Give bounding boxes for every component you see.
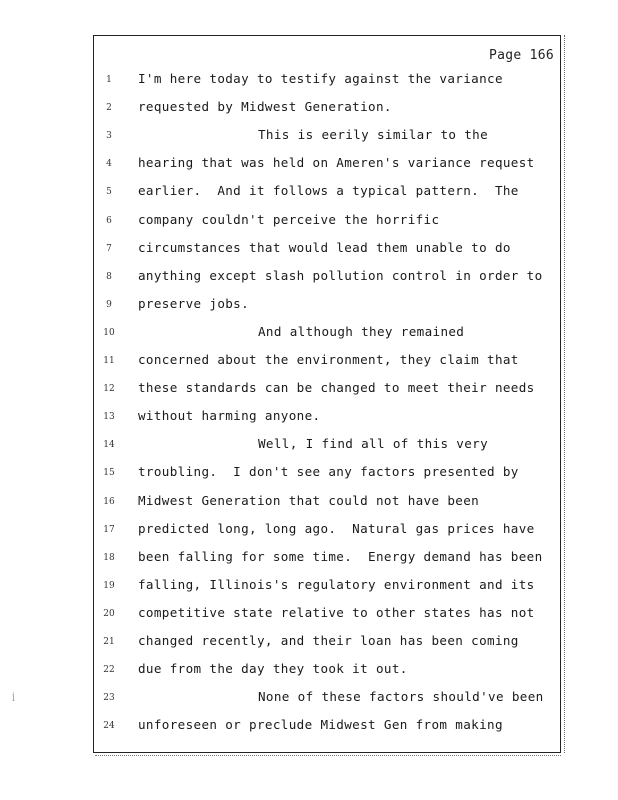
transcript-line bbox=[0, 183, 618, 211]
line-number: 7 bbox=[106, 243, 112, 254]
margin-mark: ĺ bbox=[12, 694, 15, 704]
line-number: 1 bbox=[106, 75, 112, 85]
transcript-line bbox=[0, 352, 618, 380]
transcript-line bbox=[0, 493, 618, 521]
line-text: anything except slash pollution control in order to bbox=[138, 267, 543, 283]
transcript-line bbox=[0, 240, 618, 268]
line-number: 5 bbox=[106, 187, 112, 198]
transcript-line bbox=[0, 717, 618, 745]
line-text: Midwest Generation that could not have been bbox=[138, 492, 480, 508]
line-number: 24 bbox=[103, 721, 115, 732]
line-text: company couldn't perceive the horrific bbox=[138, 211, 440, 227]
line-number: 3 bbox=[106, 131, 112, 142]
line-number: 4 bbox=[106, 159, 112, 170]
transcript-line bbox=[0, 155, 618, 183]
transcript-line bbox=[0, 464, 618, 492]
line-number: 12 bbox=[103, 384, 115, 395]
line-number: 21 bbox=[103, 637, 115, 647]
transcript-line bbox=[0, 212, 618, 240]
line-text: requested by Midwest Generation. bbox=[138, 99, 392, 115]
line-number: 13 bbox=[103, 412, 115, 423]
line-number: 15 bbox=[103, 468, 115, 479]
line-number: 14 bbox=[103, 440, 115, 451]
line-text: been falling for some time. Energy demand has been bbox=[138, 548, 543, 564]
line-text: hearing that was held on Ameren's variance request bbox=[138, 155, 535, 171]
transcript-line bbox=[0, 99, 618, 127]
line-text: circumstances that would lead them unable to do bbox=[138, 239, 511, 255]
transcript-line bbox=[0, 324, 618, 352]
transcript-line bbox=[0, 605, 618, 633]
line-text: unforeseen or preclude Midwest Gen from making bbox=[138, 717, 503, 733]
transcript-line bbox=[0, 408, 618, 436]
line-text: competitive state relative to other states has not bbox=[138, 604, 535, 620]
line-number: 9 bbox=[106, 299, 112, 310]
line-text: Well, I find all of this very bbox=[258, 436, 489, 452]
transcript-line bbox=[0, 689, 618, 717]
line-number: 17 bbox=[103, 524, 115, 535]
line-number: 20 bbox=[103, 608, 115, 619]
line-text: earlier. And it follows a typical pattern. The bbox=[138, 183, 519, 199]
transcript-line bbox=[0, 436, 618, 464]
line-number: 2 bbox=[106, 103, 112, 114]
line-number: 6 bbox=[106, 215, 112, 226]
page-number-label: Page 166 bbox=[488, 48, 554, 63]
transcript-line bbox=[0, 661, 618, 689]
line-text: And although they remained bbox=[258, 323, 465, 339]
transcript-line bbox=[0, 296, 618, 324]
line-text: preserve jobs. bbox=[138, 295, 250, 311]
line-text: I'm here today to testify against the variance bbox=[138, 71, 503, 86]
line-text: without harming anyone. bbox=[138, 408, 321, 424]
line-number: 10 bbox=[103, 327, 115, 338]
line-text: None of these factors should've been bbox=[258, 689, 544, 705]
line-text: changed recently, and their loan has been coming bbox=[138, 633, 519, 648]
transcript-line bbox=[0, 577, 618, 605]
transcript-line bbox=[0, 71, 618, 99]
line-text: This is eerily similar to the bbox=[258, 127, 489, 143]
bottom-rule bbox=[95, 755, 561, 756]
line-text: falling, Illinois's regulatory environment and its bbox=[138, 576, 535, 592]
transcript-line bbox=[0, 549, 618, 577]
line-text: due from the day they took it out. bbox=[138, 661, 408, 677]
transcript-line bbox=[0, 127, 618, 155]
line-number: 19 bbox=[103, 580, 115, 591]
line-number: 8 bbox=[106, 271, 112, 282]
transcript-line bbox=[0, 268, 618, 296]
line-number: 22 bbox=[103, 665, 115, 676]
line-text: troubling. I don't see any factors presented by bbox=[138, 464, 519, 480]
transcript-line bbox=[0, 633, 618, 661]
line-text: these standards can be changed to meet their needs bbox=[138, 380, 535, 396]
line-number: 23 bbox=[103, 693, 115, 704]
transcript-line bbox=[0, 380, 618, 408]
line-text: concerned about the environment, they claim that bbox=[138, 352, 519, 367]
line-text: predicted long, long ago. Natural gas prices have bbox=[138, 520, 535, 536]
line-number: 11 bbox=[103, 356, 115, 366]
transcript-line bbox=[0, 521, 618, 549]
line-number: 16 bbox=[103, 496, 115, 507]
line-number: 18 bbox=[103, 552, 115, 563]
